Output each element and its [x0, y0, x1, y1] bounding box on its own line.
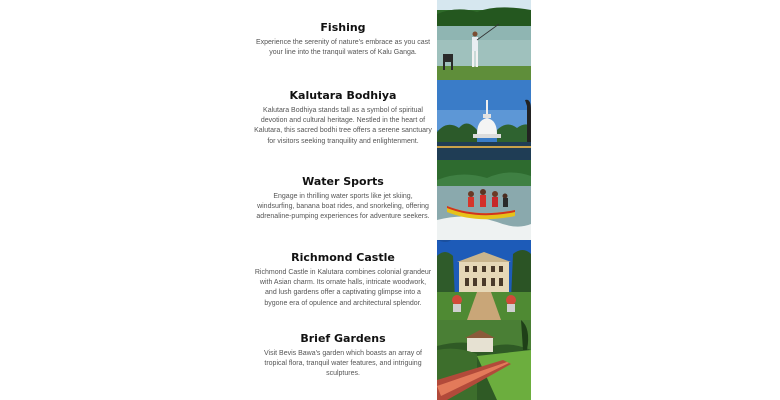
white-stupa-image [437, 80, 531, 160]
kalutara-bodhiya-photo [437, 80, 531, 160]
water-sports-photo [437, 160, 531, 240]
activity-title: Water Sports [302, 175, 384, 188]
activity-description: Richmond Castle in Kalutara combines colonial grandeur with Asian charm. Its ornate halls, intricate woodwork, and lush gardens offer a captivating glimpse into a bygone era of opulence and architectural splendor. [254, 269, 432, 307]
activity-description: Visit Bevis Bawa's garden which boasts an array of tropical flora, tranquil water features, and intriguing sculptures. [263, 350, 422, 378]
activity-text [250, 80, 436, 169]
activity-description: Experience the serenity of nature's embrace as you cast your line into the tranquil waters of Kalu Ganga. [255, 39, 431, 57]
banana-boat-image [437, 160, 531, 240]
colonial-mansion-image [437, 240, 531, 320]
tropical-garden-image [437, 320, 531, 400]
fishing-photo [437, 0, 531, 80]
activity-title: Kalutara Bodhiya [289, 89, 397, 102]
activity-description: Engage in thrilling water sports like jet skiing, windsurfing, banana boat rides, and snorkeling, offering adrenaline-pumping experiences for adventure seekers. [256, 193, 430, 221]
activity-card-brief-gardens [250, 320, 531, 400]
activity-title: Fishing [320, 21, 366, 34]
angler-by-lake-image [437, 0, 531, 80]
activity-card-water-sports [250, 160, 531, 240]
activity-title: Brief Gardens [300, 332, 386, 345]
activity-title: Richmond Castle [291, 251, 395, 264]
activity-text [250, 320, 436, 400]
activities-list [250, 0, 531, 400]
activity-card-fishing [250, 0, 531, 80]
activity-description: Kalutara Bodhiya stands tall as a symbol of spiritual devotion and cultural heritage. Nestled in the heart of Kalutara, this sacred bodhi tree offers a serene sanctuary for visitors seeking tranquility and enlightenment. [254, 107, 432, 145]
activity-text [250, 240, 436, 331]
richmond-castle-photo [437, 240, 531, 320]
activity-card-richmond-castle [250, 240, 531, 320]
brief-gardens-photo [437, 320, 531, 400]
activity-card-kalutara-bodhiya [250, 80, 531, 160]
